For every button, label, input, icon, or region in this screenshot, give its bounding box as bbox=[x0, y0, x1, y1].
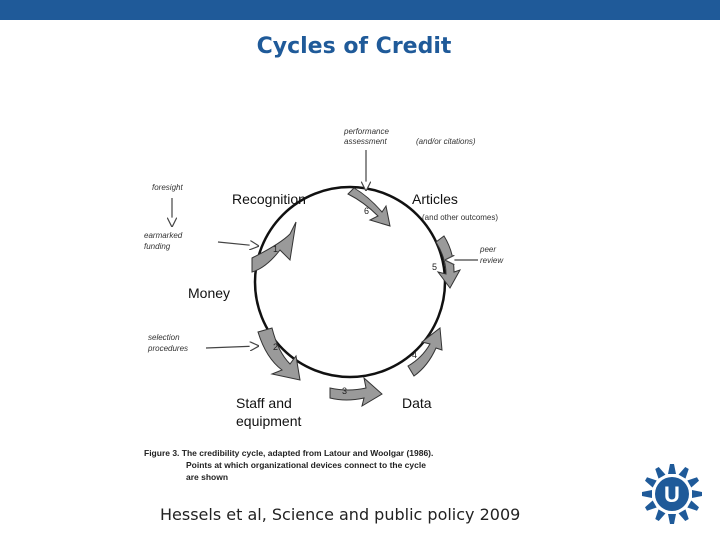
step-number-1: 1 bbox=[273, 244, 279, 254]
annotation-citations: (and/or citations) bbox=[416, 137, 476, 146]
figure-caption-line3: are shown bbox=[186, 472, 229, 482]
top-accent-bar bbox=[0, 0, 720, 20]
step-number-3: 3 bbox=[342, 386, 348, 396]
citation-text: Hessels et al, Science and public policy 2009 bbox=[160, 505, 521, 524]
slide-title: Cycles of Credit bbox=[256, 34, 452, 59]
cycle-arrow-5 bbox=[436, 236, 460, 288]
step-number-5: 5 bbox=[432, 262, 438, 272]
figure-caption-line1: Figure 3. The credibility cycle, adapted from Latour and Woolgar (1986). bbox=[144, 448, 434, 458]
node-recognition: Recognition bbox=[232, 191, 306, 207]
node-staff-line2: equipment bbox=[236, 413, 302, 429]
step-number-4: 4 bbox=[412, 350, 418, 360]
annotation-procedures: procedures bbox=[148, 344, 189, 353]
annotation-review: review bbox=[480, 256, 504, 265]
annotation-selection: selection bbox=[148, 333, 180, 342]
annotation-earmarked: earmarked bbox=[144, 231, 183, 240]
cycle-arrow-2 bbox=[258, 328, 300, 380]
cycle-arrow-3 bbox=[330, 378, 382, 406]
step-number-2: 2 bbox=[273, 342, 279, 352]
figure-caption-line2: Points at which organizational devices connect to the cycle bbox=[186, 460, 426, 470]
node-staff-line1: Staff and bbox=[236, 395, 292, 411]
selection-procedures-arrow bbox=[206, 346, 258, 348]
annotation-other-outcomes: (and other outcomes) bbox=[422, 213, 499, 222]
annotation-peer: peer bbox=[480, 245, 497, 254]
step-number-6: 6 bbox=[364, 206, 370, 216]
earmarked-funding-arrow bbox=[218, 242, 258, 246]
annotation-funding: funding bbox=[144, 242, 171, 251]
logo-letter: U bbox=[664, 482, 680, 507]
annotation-assessment: assessment bbox=[344, 137, 387, 146]
node-data: Data bbox=[402, 395, 432, 411]
university-sun-logo bbox=[640, 462, 704, 526]
annotation-foresight: foresight bbox=[152, 183, 183, 192]
node-articles: Articles bbox=[412, 191, 458, 207]
annotation-performance: performance bbox=[344, 127, 389, 136]
cycle-circle bbox=[255, 187, 445, 377]
credibility-cycle-figure bbox=[140, 122, 550, 492]
node-money: Money bbox=[188, 285, 231, 301]
